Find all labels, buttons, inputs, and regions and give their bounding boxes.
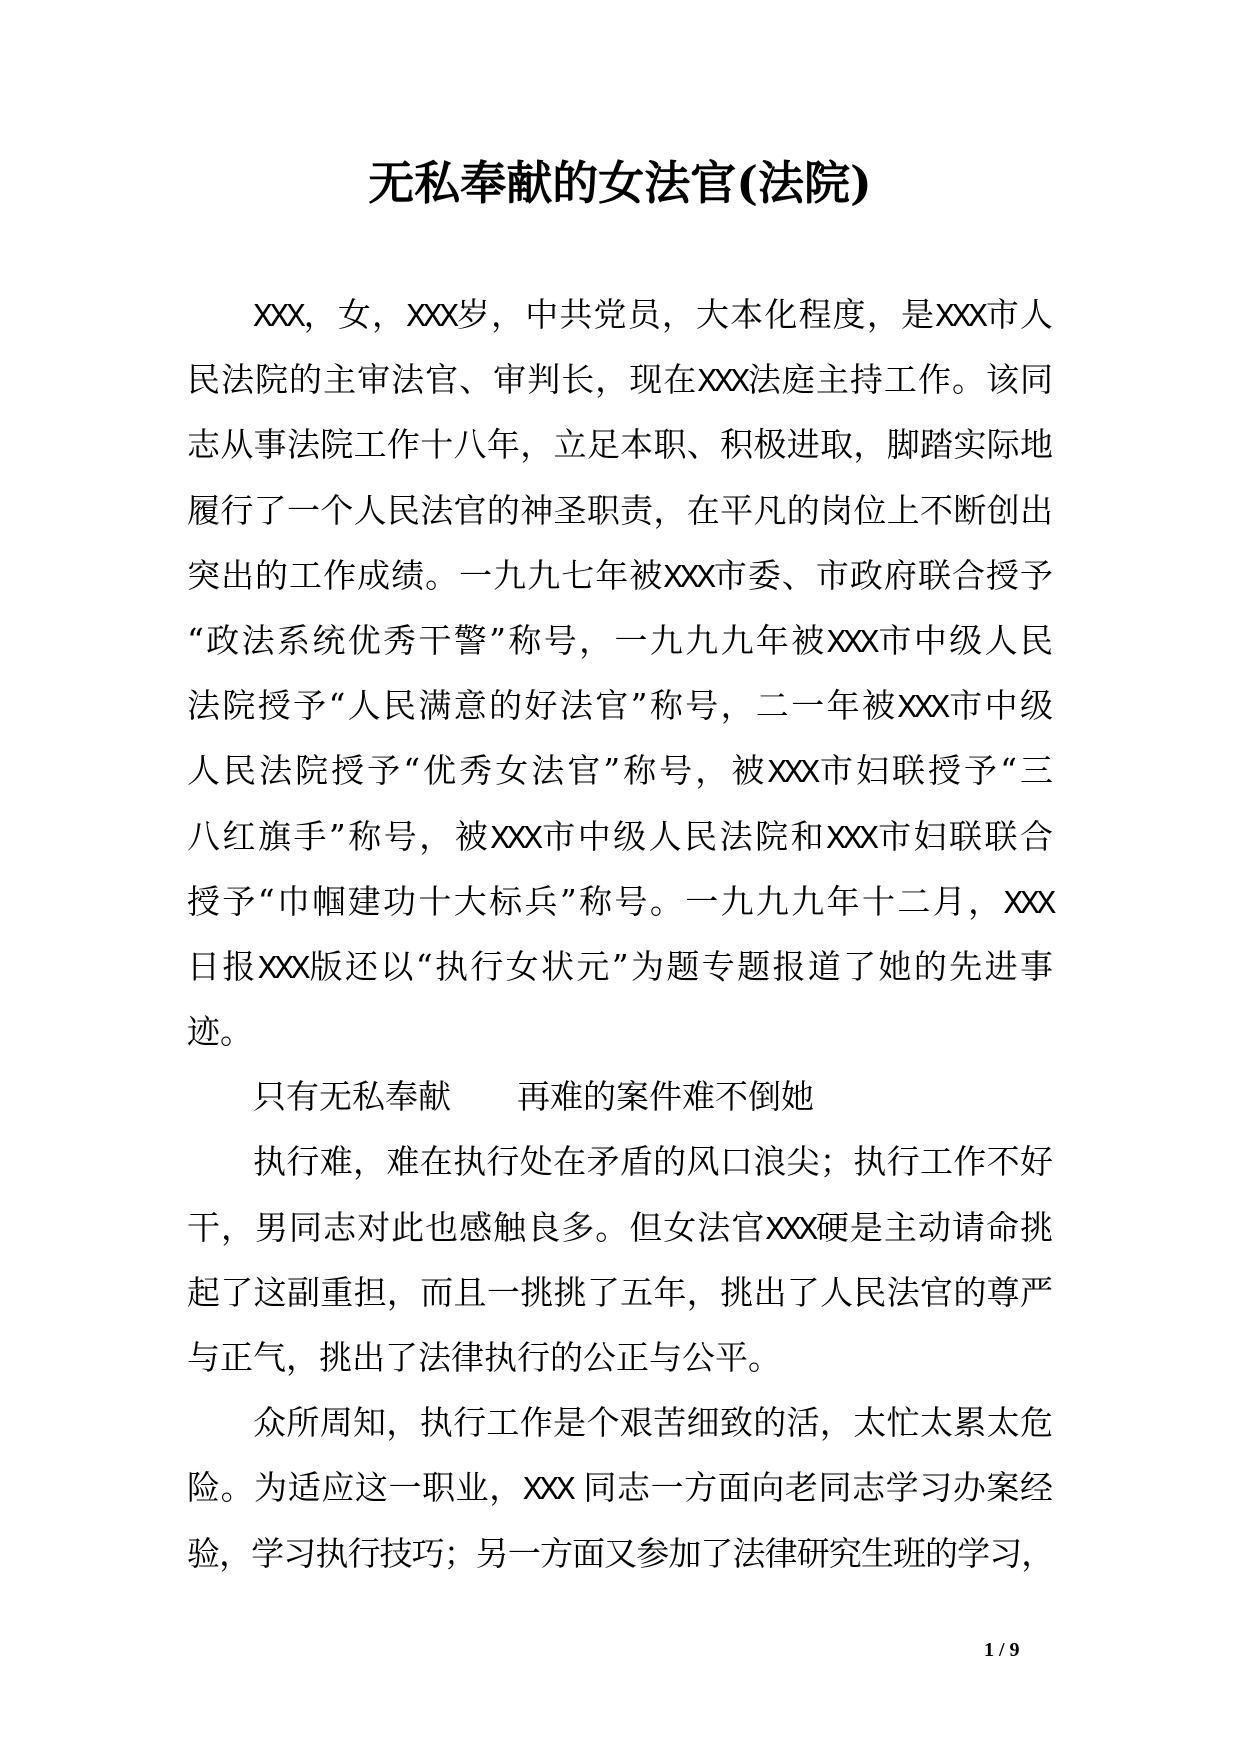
subheading-line: 只有无私奉献 再难的案件难不倒她: [253, 1077, 814, 1117]
text-line: 八红旗手”称号，被XXX市中级人民法院和XXX市妇联联合: [187, 816, 1054, 858]
placeholder-name: XXX: [1003, 885, 1053, 923]
text-line: 迹。: [187, 1012, 253, 1052]
placeholder-name: XXX: [897, 690, 947, 728]
placeholder-name: XXX: [826, 624, 877, 662]
text-line: “政法系统优秀干警”称号，一九九九年被XXX市中级人民: [187, 620, 1053, 662]
text-line: XXX，女，XXX岁，中共党员，大本化程度，是XXX市人: [253, 295, 1054, 336]
section-subheading: [187, 1064, 1053, 1129]
text-line: 法院授予“人民满意的好法官”称号，二一年被XXX市中级: [187, 686, 1053, 728]
placeholder-name: XXX: [697, 364, 747, 402]
placeholder-name: XXX: [522, 1472, 573, 1510]
page-number: 1 / 9: [984, 1639, 1020, 1661]
text-line: 验，学习执行技巧；另一方面又参加了法律研究生班的学习，: [187, 1533, 1053, 1573]
text-line: 履行了一个人民法官的神圣职责，在平凡的岗位上不断创出: [187, 490, 1053, 530]
text-line: 执行难，难在执行处在矛盾的风口浪尖；执行工作不好: [253, 1142, 1053, 1182]
paragraph-execution: [187, 1129, 1053, 1390]
text-line: 突出的工作成绩。一九九七年被XXX市委、市政府联合授予: [187, 555, 1054, 597]
text-line: 志从事法院工作十八年，立足本职、积极进取，脚踏实际地: [187, 425, 1053, 465]
placeholder-name: XXX: [490, 820, 540, 858]
paragraph-intro: [187, 282, 1053, 1064]
document-body: [187, 282, 1053, 1586]
text-line: 民法院的主审法官、审判长，现在XXX法庭主持工作。该同: [187, 360, 1054, 402]
placeholder-name: XXX: [663, 559, 713, 597]
placeholder-name: XXX: [826, 820, 876, 858]
text-line: 人民法院授予“优秀女法官”称号，被XXX市妇联授予“三: [187, 751, 1053, 793]
text-line: 日报XXX版还以“执行女状元”为题专题报道了她的先进事: [187, 946, 1053, 988]
placeholder-name: XXX: [257, 950, 308, 988]
text-line: 干，男同志对此也感触良多。但女法官XXX硬是主动请命挑: [187, 1207, 1054, 1249]
placeholder-name: XXX: [935, 299, 985, 336]
placeholder-name: XXX: [767, 755, 817, 793]
text-line: 与正气，挑出了法律执行的公正与公平。: [187, 1338, 781, 1377]
text-line: 起了这副重担，而且一挑挑了五年，挑出了人民法官的尊严: [187, 1272, 1053, 1312]
document-title: 无私奉献的女法官(法院): [368, 156, 872, 210]
text-line: 险。为适应这一职业，XXX 同志一方面向老同志学习办案经: [187, 1468, 1053, 1510]
placeholder-name: XXX: [765, 1211, 815, 1249]
text-line: 众所周知，执行工作是个艰苦细致的活，太忙太累太危: [253, 1403, 1053, 1443]
paragraph-study: [187, 1390, 1053, 1586]
text-line: 授予“巾帼建功十大标兵”称号。一九九九年十二月，XXX: [187, 881, 1053, 923]
placeholder-name: XXX: [253, 299, 303, 336]
placeholder-name: XXX: [406, 299, 456, 336]
